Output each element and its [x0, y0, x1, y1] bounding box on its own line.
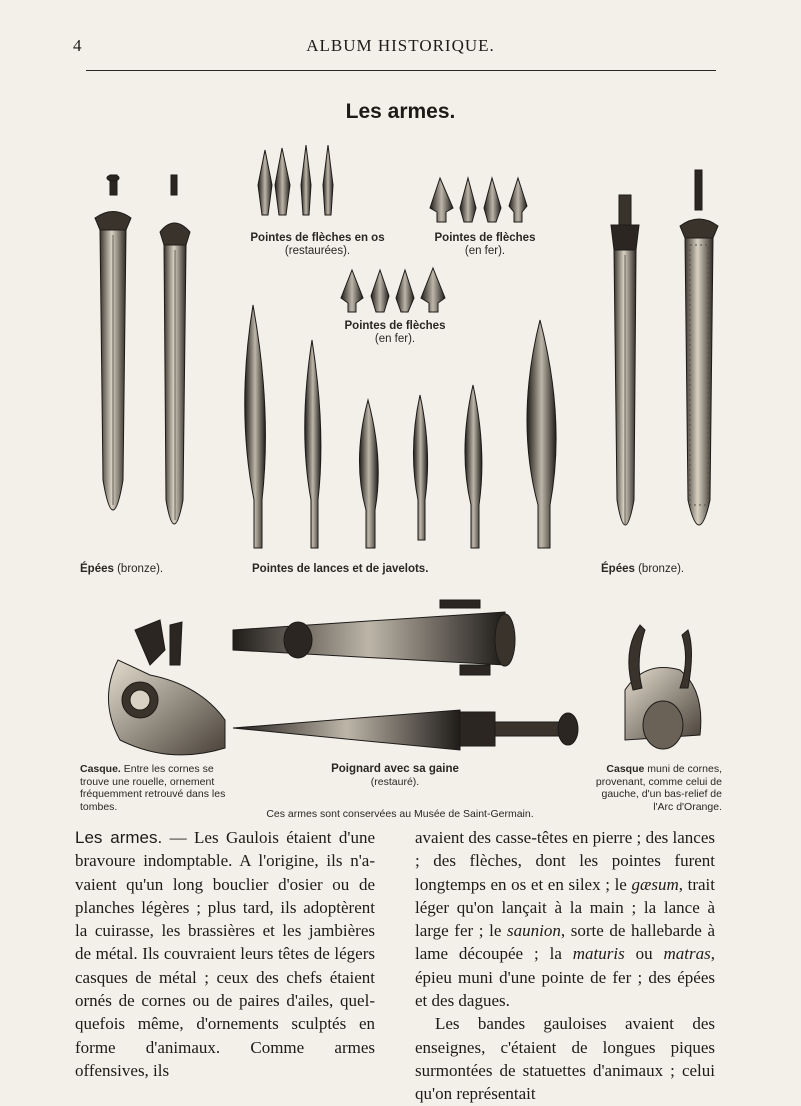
sword-right-1: [611, 195, 639, 525]
arrowheads-iron-top: [430, 178, 527, 222]
helmet-right: [625, 625, 701, 749]
paragraph-text: — Les Gaulois étaient d'une bravoure indomptable. A l'origine, ils n'a- vaient qu'un long bouclier d'osier ou de planches légères ; plus tard, ils adoptèrent la cuirasse, les brassières et les jambières de métal. Ils couvraient leurs têtes de légers casques de métal ; ceux des chefs étaient ornés de cornes ou de paires d'ailes, quel- quefois même, d'ornements sculptés en forme d'animaux. Comme armes offensives, ils: [75, 828, 376, 1080]
text-column-right: [415, 826, 715, 1106]
caption-museum: Ces armes sont conservées au Musée de Saint-Germain.: [266, 808, 534, 820]
caption-arrowheads-iron-top: Pointes de flèches (en fer).: [434, 232, 536, 257]
text-column-left: [75, 826, 375, 1082]
caption-dagger: Poignard avec sa gaine (restauré).: [331, 763, 459, 788]
sword-left-1: [95, 175, 131, 510]
running-title: ALBUM HISTORIQUE.: [306, 36, 495, 55]
sword-left-2: [160, 175, 190, 524]
caption-spearheads: Pointes de lances et de javelots.: [252, 563, 429, 575]
arrowheads-iron-mid: [341, 268, 445, 312]
caption-swords-right: Épées (bronze).: [601, 563, 685, 575]
caption-helmet-right: Casque muni de cornes, provenant, comme celui de gauche, d'un bas-relief de l'Arc d'Orange.: [595, 763, 722, 813]
caption-helmet-left: Casque. Entre les cornes se trouve une rouelle, ornement fréquemment retrouvé dans les tombes.: [80, 763, 226, 813]
caption-swords-left: Épées (bronze).: [80, 563, 164, 575]
section-lead: Les armes.: [75, 828, 163, 847]
paragraph-text: Les bandes gauloises avaient des enseignes, c'étaient de longues piques surmontées de statuettes d'animaux ; celui qu'on représentait: [415, 1014, 715, 1104]
page-number: 4: [73, 36, 82, 55]
arrowheads-bone: [258, 145, 333, 215]
paragraph-text: avaient des casse-têtes en pierre ; des lances ; des flèches, dont les pointes furent longtemps en os et en silex ; le gæsum, trait léger qu'on lançait à la main ; la lance à large fer ; le saunion, sorte de hallebarde à lame découpée ; la maturis ou matras, épieu muni d'une pointe de fer ; des épées et des dagues.: [415, 828, 716, 1011]
helmet-left: [108, 620, 225, 755]
sword-right-2: [680, 170, 718, 525]
dagger-sheath: [233, 600, 515, 675]
plate-title: Les armes.: [345, 100, 456, 123]
caption-arrowheads-iron-mid: Pointes de flèches (en fer).: [344, 320, 446, 345]
caption-arrowheads-bone: Pointes de flèches en os (restaurées).: [250, 232, 385, 257]
dagger-blade: [233, 710, 578, 750]
